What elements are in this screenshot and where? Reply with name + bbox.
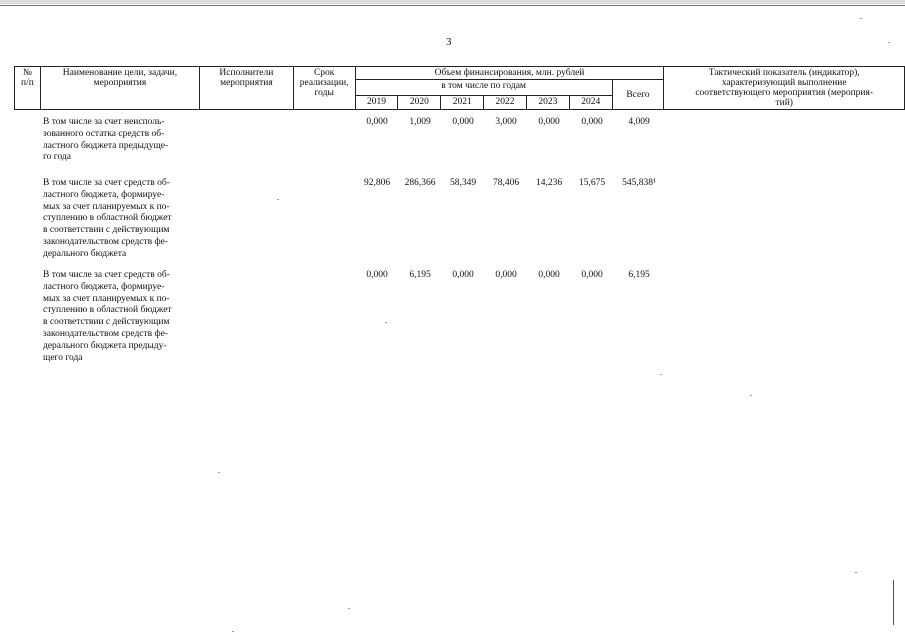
col-term-line: годы <box>314 88 334 98</box>
row-name-line: щего года <box>43 352 83 363</box>
table-header <box>14 66 905 110</box>
value-2022: 0,000 <box>495 270 517 280</box>
value-2020: 286,366 <box>404 178 436 188</box>
col-executors-line: Исполнители <box>219 68 274 78</box>
row-name-line: зованного остатка средств об- <box>43 128 165 139</box>
value-2024: 15,675 <box>578 178 606 188</box>
scan-speck <box>385 322 387 323</box>
row-name-line: ластного бюджета, формируе- <box>43 189 165 200</box>
scan-top-edge <box>0 0 905 4</box>
row-name-line: законодательством средств фе- <box>43 236 169 247</box>
col-name-line: Наименование цели, задачи, <box>62 68 178 78</box>
row-name <box>43 270 193 364</box>
col-total-header: Всего <box>612 80 664 110</box>
row-name-line: го года <box>43 152 71 163</box>
value-2019: 0,000 <box>366 270 388 280</box>
year-2022-header: 2022 <box>484 96 527 110</box>
row-name-line: ластного бюджета, формируе- <box>43 281 165 292</box>
col-indicator-line: Тактический показатель (индикатор), <box>708 68 860 78</box>
row-name <box>43 117 193 164</box>
scan-speck <box>750 395 752 396</box>
row-name-line: мых за счет планируемых к по- <box>43 293 170 304</box>
col-name-line: мероприятия <box>93 78 147 88</box>
year-2020-header: 2020 <box>398 96 441 110</box>
row-name-line: ластного бюджета предыдуще- <box>43 140 169 151</box>
scan-speck <box>855 572 857 573</box>
row-name-line: ступлению в областной бюджет <box>43 305 172 316</box>
col-indicator-line: соответствующего мероприятия (мероприя- <box>695 88 874 98</box>
value-2019: 0,000 <box>366 117 388 127</box>
scan-speck <box>232 631 234 632</box>
row-name-line: мых за счет планируемых к по- <box>43 201 170 212</box>
col-indicator-line: характеризующий выполнение <box>721 78 847 88</box>
value-total: 4,009 <box>628 117 650 127</box>
scan-speck <box>888 42 890 43</box>
value-2023: 14,236 <box>535 178 563 188</box>
row-name-line: В том числе за счет неисполь- <box>43 117 165 127</box>
col-by-years-header: в том числе по годам <box>355 80 612 96</box>
col-term-header <box>293 67 355 110</box>
value-2021: 58,349 <box>449 178 477 188</box>
scan-speck <box>277 199 279 200</box>
year-2023-header: 2023 <box>526 96 569 110</box>
col-num-line: п/п <box>21 78 34 88</box>
scan-speck <box>660 374 662 375</box>
col-num-line: № <box>22 68 32 78</box>
col-num-header <box>15 67 41 110</box>
value-2024: 0,000 <box>581 117 603 127</box>
value-total: 6,195 <box>628 270 650 280</box>
col-term-line: Срок <box>313 68 335 78</box>
row-name <box>43 178 193 261</box>
row-name-line: законодательством средств фе- <box>43 328 169 339</box>
value-total: 545,838¹ <box>622 178 656 188</box>
year-2019-header: 2019 <box>355 96 398 110</box>
col-executors-line: мероприятия <box>220 78 273 88</box>
year-2021-header: 2021 <box>441 96 484 110</box>
col-funding-header: Объем финансирования, млн. рублей <box>355 67 664 80</box>
col-name-header <box>40 67 199 110</box>
row-name-line: В том числе за счет средств об- <box>43 178 170 188</box>
col-indicator-header <box>664 67 905 110</box>
row-name-line: в соответствии с действующим <box>43 225 170 236</box>
value-2023: 0,000 <box>538 270 560 280</box>
page-number: 3 <box>446 36 452 48</box>
value-2022: 78,406 <box>492 178 520 188</box>
row-name-line: В том числе за счет средств об- <box>43 270 170 280</box>
value-2024: 0,000 <box>581 270 603 280</box>
value-2020: 1,009 <box>409 117 431 127</box>
row-name-line: в соответствии с действующим <box>43 317 170 328</box>
scan-speck <box>860 18 862 19</box>
row-name-line: ступлению в областной бюджет <box>43 213 172 224</box>
scan-speck <box>218 472 220 473</box>
value-2021: 0,000 <box>452 117 474 127</box>
year-2024-header: 2024 <box>569 96 612 110</box>
value-2022: 3,000 <box>495 117 517 127</box>
value-2019: 92,806 <box>363 178 391 188</box>
row-name-line: дерального бюджета <box>43 248 127 259</box>
scan-top-line <box>0 5 905 6</box>
value-2023: 0,000 <box>538 117 560 127</box>
row-name-line: дерального бюджета предыду- <box>43 340 167 351</box>
scan-right-mark <box>893 580 894 625</box>
value-2020: 6,195 <box>409 270 431 280</box>
col-indicator-line: тий) <box>775 98 793 108</box>
col-executors-header <box>200 67 294 110</box>
value-2021: 0,000 <box>452 270 474 280</box>
scan-speck <box>348 608 350 609</box>
col-term-line: реализации, <box>299 78 349 88</box>
